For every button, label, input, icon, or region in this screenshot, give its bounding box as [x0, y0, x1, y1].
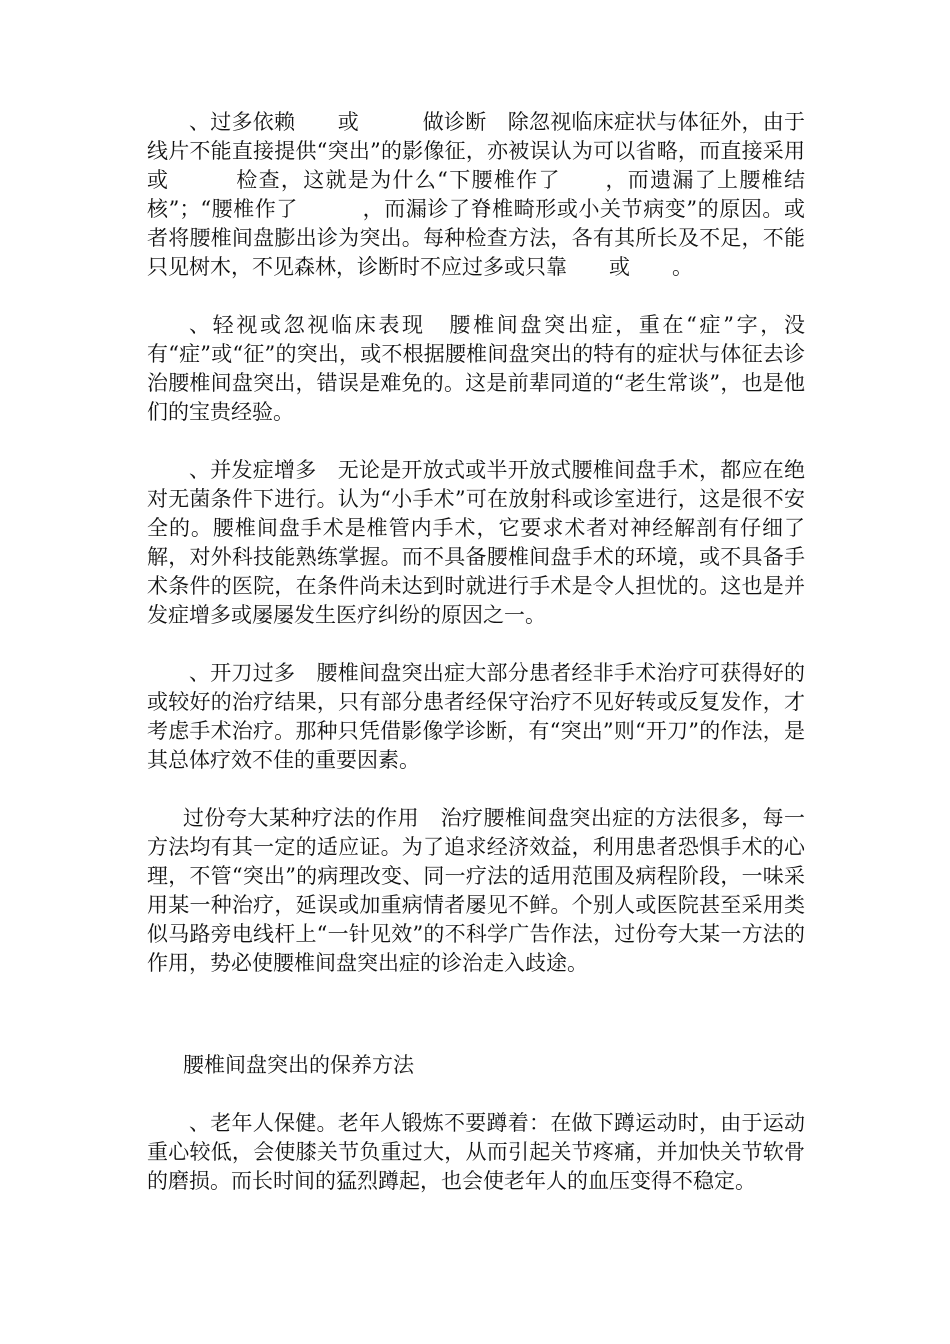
paragraph-over-surgery: 、开刀过多 腰椎间盘突出症大部分患者经非手术治疗可获得好的或较好的治疗结果，只有部分患者经保守治疗不见好转或反复发作，才考虑手术治疗。那种只凭借影像学诊断，有“突出”则“开刀”的作法，是其总体疗效不佳的重要因素。 [147, 661, 805, 772]
paragraph-exaggeration: 过份夸大某种疗法的作用 治疗腰椎间盘突出症的方法很多，每一方法均有其一定的适应证。为了追求经济效益，利用患者恐惧手术的心理，不管“突出”的病理改变、同一疗法的适用范围及病程阶段，一味采用某一种治疗，延误或加重病情者屡见不鲜。个别人或医院甚至采用类似马路旁电线杆上“一针见效”的不科学广告作法，过份夸大某一方法的作用，势必使腰椎间盘突出症的诊治走入歧途。 [147, 806, 805, 975]
paragraph-elderly-care: 、老年人保健。老年人锻炼不要蹲着：在做下蹲运动时，由于运动重心较低，会使膝关节负重过大，从而引起关节疼痛，并加快关节软骨的磨损。而长时间的猛烈蹲起，也会使老年人的血压变得不稳定。 [147, 1111, 805, 1193]
section-heading: 腰椎间盘突出的保养方法 [183, 1053, 414, 1077]
document-page [147, 108, 847, 1225]
paragraph-over-reliance-imaging: 、过多依赖 或 做诊断 除忽视临床症状与体征外，由于 线片不能直接提供“突出”的影像征，亦被误认为可以省略，而直接采用 或 检查，这就是为什么“下腰椎作了 ，而遗漏了上腰椎结核”；“腰椎作了 ，而漏诊了脊椎畸形或小关节病变”的原因。或者将腰椎间盘膨出诊为突出。每种检查方法，各有其所长及不足，不能只见树木，不见森林，诊断时不应过多或只靠 或 。 [147, 110, 847, 279]
paragraph-neglect-clinical: 、轻视或忽视临床表现 腰椎间盘突出症，重在“症”字，没有“症”或“征”的突出，或不根据腰椎间盘突出的特有的症状与体征去诊治腰椎间盘突出，错误是难免的。这是前辈同道的“老生常谈”，也是他们的宝贵经验。 [147, 313, 805, 424]
paragraph-complications: 、并发症增多 无论是开放式或半开放式腰椎间盘手术，都应在绝对无菌条件下进行。认为“小手术”可在放射科或诊室进行，这是很不安全的。腰椎间盘手术是椎管内手术，它要求术者对神经解剖有仔细了解，对外科技能熟练掌握。而不具备腰椎间盘手术的环境，或不具备手术条件的医院，在条件尚未达到时就进行手术是令人担忧的。这也是并发症增多或屡屡发生医疗纠纷的原因之一。 [147, 458, 805, 627]
